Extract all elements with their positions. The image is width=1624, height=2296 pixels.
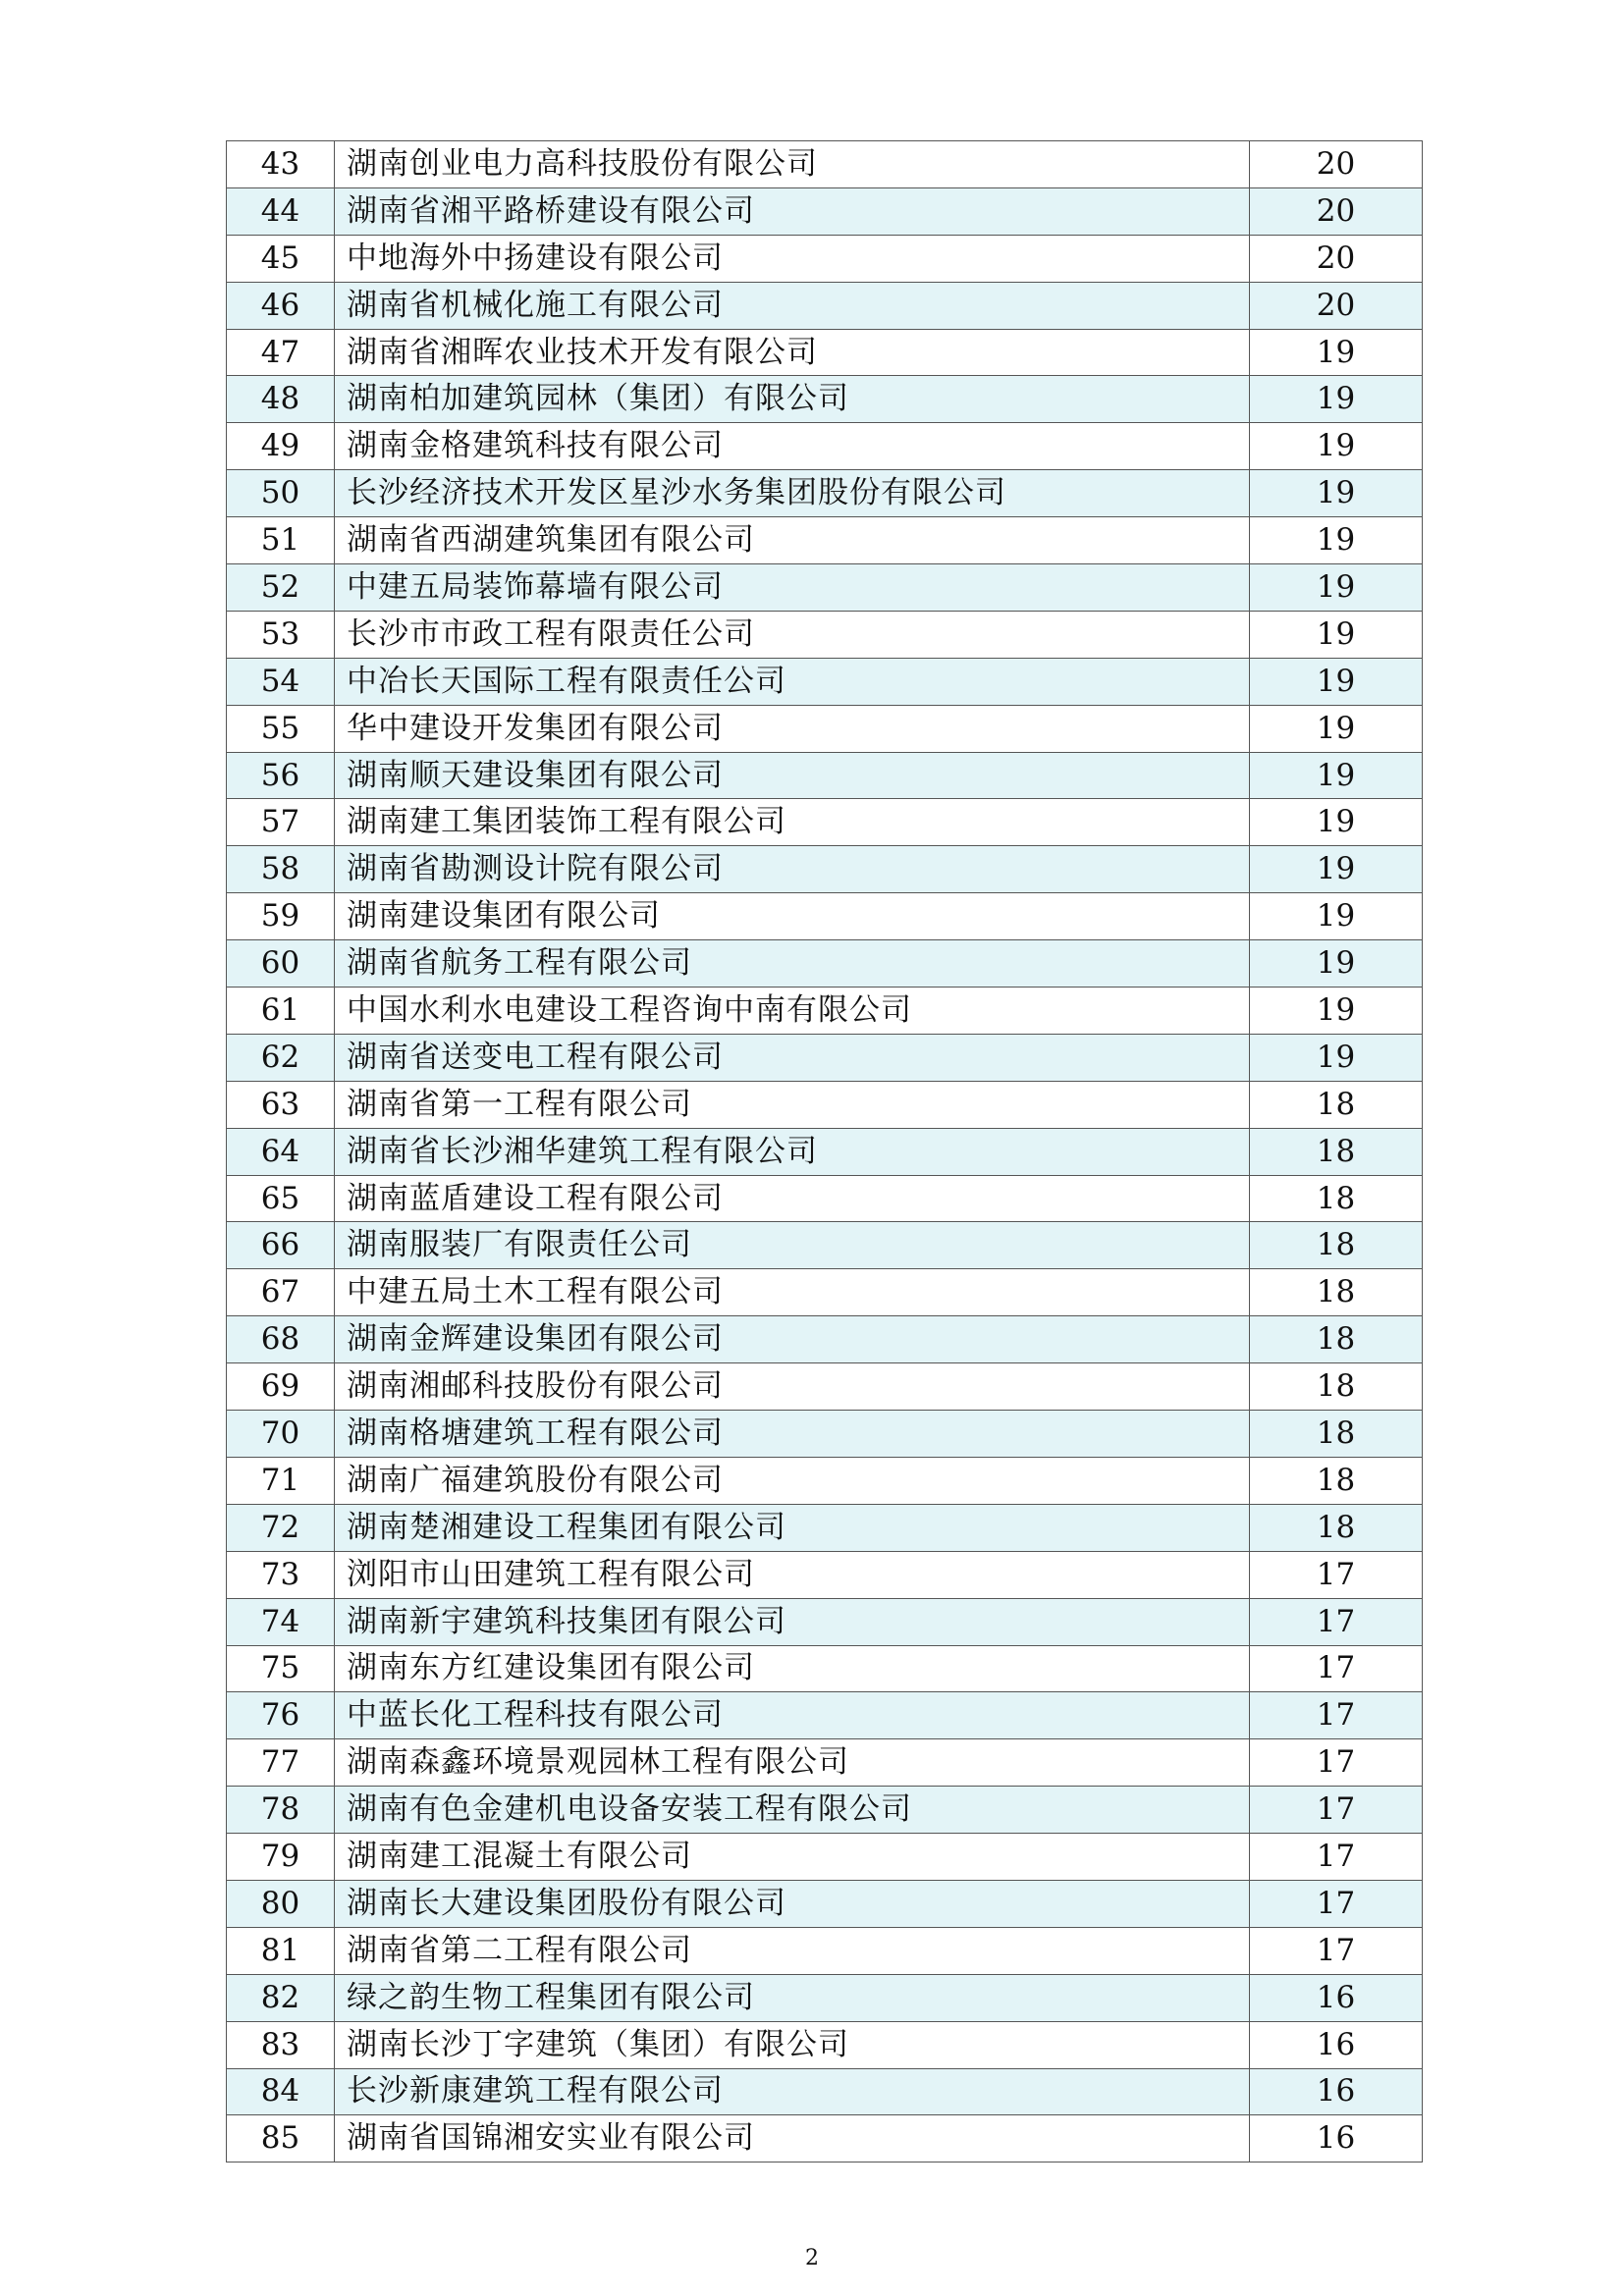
table-row bbox=[227, 470, 1423, 517]
company-name-cell: 湖南省西湖建筑集团有限公司 bbox=[335, 517, 1250, 564]
row-number-cell: 50 bbox=[227, 470, 335, 517]
company-name-cell: 中国水利水电建设工程咨询中南有限公司 bbox=[335, 988, 1250, 1035]
row-number-cell: 57 bbox=[227, 799, 335, 846]
row-number-cell: 73 bbox=[227, 1551, 335, 1598]
score-cell: 17 bbox=[1250, 1834, 1423, 1881]
table-row bbox=[227, 1504, 1423, 1551]
company-name-cell: 湖南湘邮科技股份有限公司 bbox=[335, 1363, 1250, 1411]
table-row bbox=[227, 1880, 1423, 1927]
table-row bbox=[227, 1175, 1423, 1222]
table-row bbox=[227, 517, 1423, 564]
score-cell: 19 bbox=[1250, 470, 1423, 517]
row-number-cell: 79 bbox=[227, 1834, 335, 1881]
row-number-cell: 46 bbox=[227, 282, 335, 329]
table-row bbox=[227, 1834, 1423, 1881]
score-cell: 18 bbox=[1250, 1128, 1423, 1175]
company-name-cell: 湖南省航务工程有限公司 bbox=[335, 940, 1250, 988]
table-row bbox=[227, 1222, 1423, 1269]
company-name-cell: 绿之韵生物工程集团有限公司 bbox=[335, 1974, 1250, 2021]
company-name-cell: 湖南蓝盾建设工程有限公司 bbox=[335, 1175, 1250, 1222]
company-name-cell: 湖南省国锦湘安实业有限公司 bbox=[335, 2115, 1250, 2163]
score-cell: 18 bbox=[1250, 1504, 1423, 1551]
row-number-cell: 60 bbox=[227, 940, 335, 988]
score-cell: 18 bbox=[1250, 1175, 1423, 1222]
row-number-cell: 64 bbox=[227, 1128, 335, 1175]
score-cell: 20 bbox=[1250, 235, 1423, 282]
table-row bbox=[227, 1645, 1423, 1692]
score-cell: 19 bbox=[1250, 329, 1423, 376]
company-name-cell: 长沙经济技术开发区星沙水务集团股份有限公司 bbox=[335, 470, 1250, 517]
score-cell: 18 bbox=[1250, 1411, 1423, 1458]
table-row bbox=[227, 2068, 1423, 2115]
table-row bbox=[227, 141, 1423, 188]
row-number-cell: 48 bbox=[227, 376, 335, 423]
table-row bbox=[227, 846, 1423, 893]
score-cell: 19 bbox=[1250, 940, 1423, 988]
score-cell: 20 bbox=[1250, 282, 1423, 329]
score-cell: 19 bbox=[1250, 564, 1423, 612]
company-name-cell: 中建五局装饰幕墙有限公司 bbox=[335, 564, 1250, 612]
company-name-cell: 湖南顺天建设集团有限公司 bbox=[335, 752, 1250, 799]
row-number-cell: 83 bbox=[227, 2021, 335, 2068]
row-number-cell: 72 bbox=[227, 1504, 335, 1551]
company-name-cell: 长沙市市政工程有限责任公司 bbox=[335, 611, 1250, 658]
score-cell: 18 bbox=[1250, 1222, 1423, 1269]
row-number-cell: 59 bbox=[227, 893, 335, 940]
row-number-cell: 62 bbox=[227, 1034, 335, 1081]
table-row bbox=[227, 1739, 1423, 1787]
table-row bbox=[227, 1692, 1423, 1739]
row-number-cell: 84 bbox=[227, 2068, 335, 2115]
ranking-table-body bbox=[227, 141, 1423, 2163]
score-cell: 19 bbox=[1250, 517, 1423, 564]
company-name-cell: 湖南服装厂有限责任公司 bbox=[335, 1222, 1250, 1269]
company-name-cell: 湖南格塘建筑工程有限公司 bbox=[335, 1411, 1250, 1458]
score-cell: 18 bbox=[1250, 1316, 1423, 1363]
table-row bbox=[227, 988, 1423, 1035]
company-name-cell: 湖南金辉建设集团有限公司 bbox=[335, 1316, 1250, 1363]
company-name-cell: 中建五局土木工程有限公司 bbox=[335, 1269, 1250, 1316]
company-name-cell: 浏阳市山田建筑工程有限公司 bbox=[335, 1551, 1250, 1598]
score-cell: 20 bbox=[1250, 187, 1423, 235]
score-cell: 19 bbox=[1250, 799, 1423, 846]
row-number-cell: 78 bbox=[227, 1787, 335, 1834]
score-cell: 17 bbox=[1250, 1551, 1423, 1598]
company-name-cell: 湖南省长沙湘华建筑工程有限公司 bbox=[335, 1128, 1250, 1175]
score-cell: 19 bbox=[1250, 611, 1423, 658]
score-cell: 18 bbox=[1250, 1269, 1423, 1316]
company-name-cell: 湖南创业电力高科技股份有限公司 bbox=[335, 141, 1250, 188]
score-cell: 17 bbox=[1250, 1787, 1423, 1834]
row-number-cell: 55 bbox=[227, 705, 335, 752]
row-number-cell: 76 bbox=[227, 1692, 335, 1739]
row-number-cell: 85 bbox=[227, 2115, 335, 2163]
company-name-cell: 湖南省第二工程有限公司 bbox=[335, 1927, 1250, 1974]
company-name-cell: 湖南建工集团装饰工程有限公司 bbox=[335, 799, 1250, 846]
score-cell: 19 bbox=[1250, 752, 1423, 799]
company-name-cell: 华中建设开发集团有限公司 bbox=[335, 705, 1250, 752]
row-number-cell: 51 bbox=[227, 517, 335, 564]
company-name-cell: 湖南新宇建筑科技集团有限公司 bbox=[335, 1598, 1250, 1645]
company-name-cell: 中蓝长化工程科技有限公司 bbox=[335, 1692, 1250, 1739]
table-row bbox=[227, 1551, 1423, 1598]
row-number-cell: 58 bbox=[227, 846, 335, 893]
company-name-cell: 湖南金格建筑科技有限公司 bbox=[335, 423, 1250, 470]
company-name-cell: 长沙新康建筑工程有限公司 bbox=[335, 2068, 1250, 2115]
score-cell: 19 bbox=[1250, 658, 1423, 705]
row-number-cell: 54 bbox=[227, 658, 335, 705]
row-number-cell: 68 bbox=[227, 1316, 335, 1363]
score-cell: 18 bbox=[1250, 1457, 1423, 1504]
score-cell: 18 bbox=[1250, 1363, 1423, 1411]
row-number-cell: 81 bbox=[227, 1927, 335, 1974]
company-name-cell: 湖南长沙丁字建筑（集团）有限公司 bbox=[335, 2021, 1250, 2068]
row-number-cell: 47 bbox=[227, 329, 335, 376]
table-row bbox=[227, 2115, 1423, 2163]
row-number-cell: 75 bbox=[227, 1645, 335, 1692]
row-number-cell: 49 bbox=[227, 423, 335, 470]
company-name-cell: 湖南省湘晖农业技术开发有限公司 bbox=[335, 329, 1250, 376]
row-number-cell: 52 bbox=[227, 564, 335, 612]
company-name-cell: 湖南省机械化施工有限公司 bbox=[335, 282, 1250, 329]
score-cell: 17 bbox=[1250, 1598, 1423, 1645]
table-row bbox=[227, 376, 1423, 423]
row-number-cell: 69 bbox=[227, 1363, 335, 1411]
ranking-table bbox=[226, 140, 1423, 2163]
table-row bbox=[227, 423, 1423, 470]
table-row bbox=[227, 752, 1423, 799]
row-number-cell: 56 bbox=[227, 752, 335, 799]
table-row bbox=[227, 611, 1423, 658]
table-row bbox=[227, 893, 1423, 940]
company-name-cell: 湖南建设集团有限公司 bbox=[335, 893, 1250, 940]
company-name-cell: 湖南有色金建机电设备安装工程有限公司 bbox=[335, 1787, 1250, 1834]
table-row bbox=[227, 1269, 1423, 1316]
company-name-cell: 湖南柏加建筑园林（集团）有限公司 bbox=[335, 376, 1250, 423]
row-number-cell: 82 bbox=[227, 1974, 335, 2021]
score-cell: 16 bbox=[1250, 2021, 1423, 2068]
row-number-cell: 44 bbox=[227, 187, 335, 235]
score-cell: 16 bbox=[1250, 1974, 1423, 2021]
table-row bbox=[227, 799, 1423, 846]
score-cell: 19 bbox=[1250, 705, 1423, 752]
table-row bbox=[227, 1081, 1423, 1128]
score-cell: 19 bbox=[1250, 376, 1423, 423]
score-cell: 17 bbox=[1250, 1880, 1423, 1927]
row-number-cell: 67 bbox=[227, 1269, 335, 1316]
table-row bbox=[227, 1363, 1423, 1411]
score-cell: 19 bbox=[1250, 846, 1423, 893]
score-cell: 17 bbox=[1250, 1739, 1423, 1787]
row-number-cell: 65 bbox=[227, 1175, 335, 1222]
row-number-cell: 53 bbox=[227, 611, 335, 658]
score-cell: 19 bbox=[1250, 893, 1423, 940]
company-name-cell: 湖南省湘平路桥建设有限公司 bbox=[335, 187, 1250, 235]
score-cell: 20 bbox=[1250, 141, 1423, 188]
table-row bbox=[227, 940, 1423, 988]
score-cell: 17 bbox=[1250, 1927, 1423, 1974]
score-cell: 19 bbox=[1250, 988, 1423, 1035]
table-row bbox=[227, 1034, 1423, 1081]
row-number-cell: 80 bbox=[227, 1880, 335, 1927]
score-cell: 16 bbox=[1250, 2068, 1423, 2115]
score-cell: 19 bbox=[1250, 423, 1423, 470]
page-number: 2 bbox=[805, 2246, 819, 2270]
score-cell: 19 bbox=[1250, 1034, 1423, 1081]
row-number-cell: 61 bbox=[227, 988, 335, 1035]
company-name-cell: 湖南省勘测设计院有限公司 bbox=[335, 846, 1250, 893]
table-row bbox=[227, 1927, 1423, 1974]
row-number-cell: 70 bbox=[227, 1411, 335, 1458]
company-name-cell: 中地海外中扬建设有限公司 bbox=[335, 235, 1250, 282]
row-number-cell: 66 bbox=[227, 1222, 335, 1269]
table-row bbox=[227, 1128, 1423, 1175]
row-number-cell: 43 bbox=[227, 141, 335, 188]
table-row bbox=[227, 1974, 1423, 2021]
table-row bbox=[227, 1457, 1423, 1504]
company-name-cell: 中冶长天国际工程有限责任公司 bbox=[335, 658, 1250, 705]
table-row bbox=[227, 1411, 1423, 1458]
table-row bbox=[227, 282, 1423, 329]
company-name-cell: 湖南省送变电工程有限公司 bbox=[335, 1034, 1250, 1081]
table-row bbox=[227, 187, 1423, 235]
score-cell: 18 bbox=[1250, 1081, 1423, 1128]
score-cell: 17 bbox=[1250, 1645, 1423, 1692]
company-name-cell: 湖南楚湘建设工程集团有限公司 bbox=[335, 1504, 1250, 1551]
company-name-cell: 湖南广福建筑股份有限公司 bbox=[335, 1457, 1250, 1504]
row-number-cell: 71 bbox=[227, 1457, 335, 1504]
table-row bbox=[227, 705, 1423, 752]
company-name-cell: 湖南森鑫环境景观园林工程有限公司 bbox=[335, 1739, 1250, 1787]
score-cell: 17 bbox=[1250, 1692, 1423, 1739]
table-row bbox=[227, 1316, 1423, 1363]
row-number-cell: 45 bbox=[227, 235, 335, 282]
row-number-cell: 63 bbox=[227, 1081, 335, 1128]
company-name-cell: 湖南省第一工程有限公司 bbox=[335, 1081, 1250, 1128]
company-name-cell: 湖南建工混凝土有限公司 bbox=[335, 1834, 1250, 1881]
company-name-cell: 湖南东方红建设集团有限公司 bbox=[335, 1645, 1250, 1692]
table-row bbox=[227, 2021, 1423, 2068]
table-row bbox=[227, 235, 1423, 282]
company-name-cell: 湖南长大建设集团股份有限公司 bbox=[335, 1880, 1250, 1927]
table-row bbox=[227, 658, 1423, 705]
table-row bbox=[227, 1787, 1423, 1834]
row-number-cell: 74 bbox=[227, 1598, 335, 1645]
row-number-cell: 77 bbox=[227, 1739, 335, 1787]
table-row bbox=[227, 329, 1423, 376]
table-row bbox=[227, 1598, 1423, 1645]
score-cell: 16 bbox=[1250, 2115, 1423, 2163]
table-row bbox=[227, 564, 1423, 612]
